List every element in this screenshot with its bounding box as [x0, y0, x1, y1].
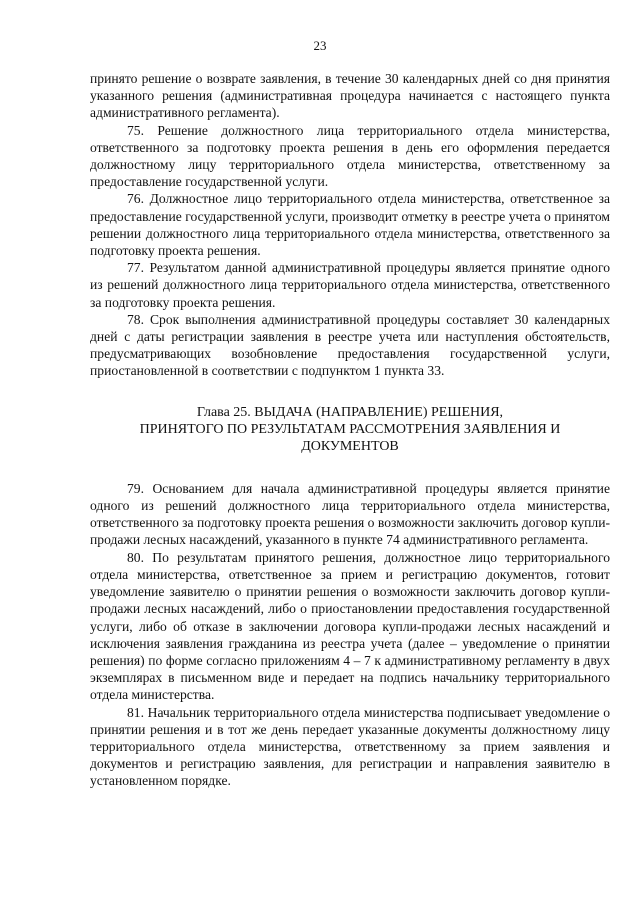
- paragraph-74-continuation: принято решение о возврате заявления, в течение 30 календарных дней со дня принятия указанного решения (административная процедура начинается с настоящего пункта административного регламента).: [90, 71, 610, 121]
- paragraph-77: 77. Результатом данной административной процедуры является принятие одного из решений должностного лица территориального отдела министерства, ответственного за подготовку проекта решения.: [90, 260, 610, 310]
- paragraph-75: 75. Решение должностного лица территориального отдела министерства, ответственного за подготовку проекта решения в день его оформления передается должностному лицу территориального отдела министерства, ответственному за предоставление государственной услуги.: [90, 122, 610, 190]
- document-body: [90, 70, 610, 790]
- chapter-heading-line-3: ДОКУМЕНТОВ: [301, 439, 399, 455]
- paragraph-76: 76. Должностное лицо территориального отдела министерства, ответственное за предоставление государственной услуги, производит отметку в реестре учета о принятом решении должностного лица территориального отдела министерства, ответственного за подготовку проекта решения.: [90, 191, 610, 259]
- paragraph-79: 79. Основанием для начала административной процедуры является принятие одного из решений должностного лица территориального отдела министерства, ответственного за подготовку проекта решения о возможности заключить договор купли-продажи лесных насаждений, указанного в пункте 74 административного регламента.: [90, 480, 610, 548]
- paragraph-81: 81. Начальник территориального отдела министерства подписывает уведомление о принятии решения и в тот же день передает указанные документы должностному лицу территориального отдела министерства, ответственному за прием заявления и документов и регистрацию заявления, для регистрации и направления заявителю в установленном порядке.: [90, 704, 610, 789]
- chapter-heading-line-1: Глава 25. ВЫДАЧА (НАПРАВЛЕНИЕ) РЕШЕНИЯ,: [196, 404, 504, 420]
- paragraph-80: 80. По результатам принятого решения, должностное лицо территориального отдела министерства, ответственное за прием и регистрацию документов, готовит уведомление заявителю о принятии решения о возможности заключить договор купли-продажи лесных насаждений, либо о приостановлении предоставления государственной услуги, либо об отказе в заключении договора купли-продажи лесных насаждений и исключения заявления гражданина из реестра учета (далее – уведомление о принятии решения) по форме согласно приложениям 4 – 7 к административному регламенту в двух экземплярах в письменном виде и передает на подпись начальнику территориального отдела министерства.: [90, 549, 610, 703]
- chapter-heading-line-2: ПРИНЯТОГО ПО РЕЗУЛЬТАТАМ РАССМОТРЕНИЯ ЗАЯВЛЕНИЯ И: [139, 422, 561, 438]
- chapter-heading: [90, 404, 610, 456]
- paragraph-78: 78. Срок выполнения административной процедуры составляет 30 календарных дней с даты регистрации заявления в реестре учета или наступления обстоятельств, предусматривающих возобновление предоставления государственной услуги, приостановленной в соответствии с подпунктом 1 пункта 33.: [90, 311, 610, 379]
- page-number: 23: [313, 38, 327, 53]
